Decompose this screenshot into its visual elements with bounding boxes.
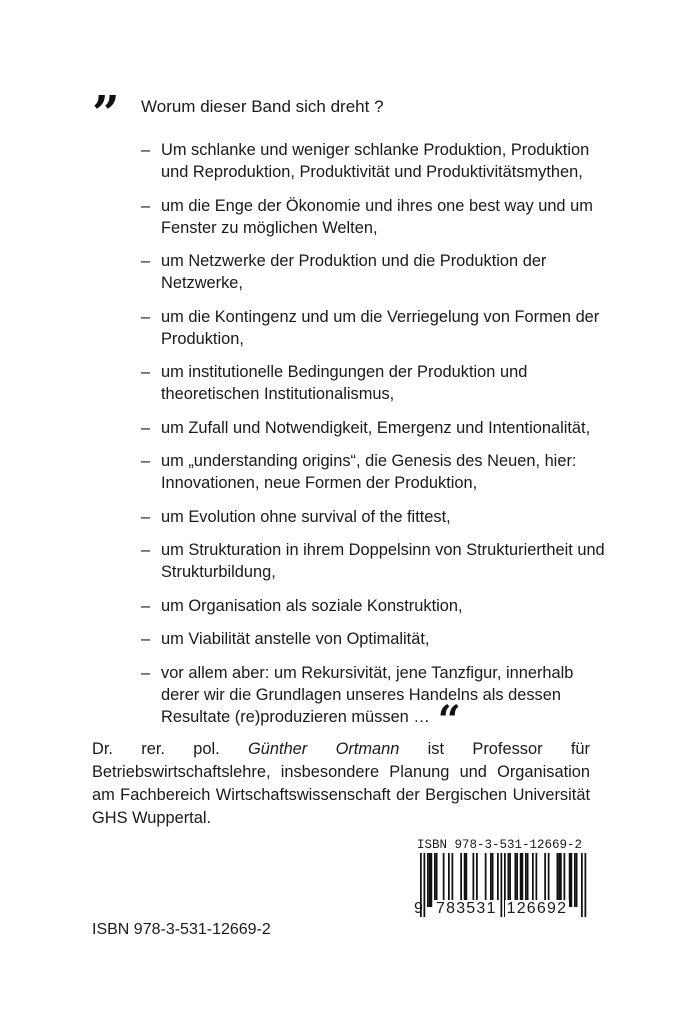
barcode-bar [522, 853, 524, 907]
barcode-bar [557, 853, 559, 907]
list-item [141, 450, 611, 494]
list-dash: – [141, 596, 151, 615]
list-item [141, 628, 611, 650]
barcode-bar [497, 853, 499, 907]
list-item [141, 306, 611, 350]
list-item-text: Um schlanke und weniger schlanke Produktion, Produktion und Reproduktion, Produktivität und Produktivitätsmythen, [161, 141, 590, 181]
barcode-bar [485, 853, 487, 907]
barcode-digits [414, 900, 594, 918]
list-item-text: um Evolution ohne survival of the fittest, [161, 507, 451, 526]
list-dash: – [141, 363, 151, 381]
barcode-first-digit: 9 [414, 900, 425, 917]
barcode-bar [516, 853, 518, 907]
author-bio [92, 738, 590, 830]
list-item-text: um Viabilität anstelle von Optimalität, [161, 630, 430, 648]
list-dash: – [141, 141, 151, 159]
list-item [141, 506, 611, 528]
list-dash: – [141, 196, 151, 215]
list-dash: – [141, 663, 151, 682]
barcode-bar [525, 853, 527, 907]
list-item-text: um Zufall und Notwendigkeit, Emergenz und Intentionalität, [161, 418, 591, 437]
barcode-bar [436, 853, 438, 907]
barcode-bar [448, 853, 450, 907]
list-item-text: um Organisation als soziale Konstruktion, [161, 596, 463, 615]
barcode-bar [527, 853, 529, 907]
list-item-text: um Strukturation in ihrem Doppelsinn von Strukturiertheit und Strukturbildung, [161, 541, 605, 581]
list-item-text: um Netzwerke der Produktion und die Produktion der Netzwerke, [161, 252, 547, 292]
barcode-bar [460, 853, 462, 907]
section-heading: Worum dieser Band sich dreht ? [141, 97, 384, 116]
barcode-bar [564, 853, 566, 907]
barcode-bar [473, 853, 475, 907]
list-item-text: um institutionelle Bedingungen der Produktion und theoretischen Institutionalismus, [161, 363, 528, 403]
list-dash: – [141, 541, 151, 559]
barcode-bar [466, 853, 468, 907]
barcode-bar [490, 853, 492, 907]
barcode-bar [509, 853, 511, 907]
barcode-bar [464, 853, 466, 907]
barcode-bar [576, 853, 578, 907]
barcode-bar [443, 853, 445, 907]
author-name: Günther Ortmann [248, 740, 400, 758]
list-item-text: vor allem aber: um Rekursivität, jene Tanzfigur, innerhalb derer wir die Grundlagen unseres Handelns als dessen Resultate (re)produzieren müssen … [161, 663, 574, 726]
bio-text: ist Professor für Betriebswirtschaftslehre, insbesondere Planung und Organisation am Fachbereich Wirtschaftswissenschaft der Bergischen Universität GHS Wuppertal. [92, 740, 590, 827]
barcode-block [414, 838, 594, 918]
list-item-text: um die Enge der Ökonomie und ihres one best way und um Fenster zu möglichen Welten, [161, 196, 593, 237]
topic-list [141, 139, 611, 744]
barcode-bar [508, 853, 510, 907]
barcode-guard-bar [581, 853, 583, 917]
list-item [141, 195, 611, 239]
list-dash: – [141, 452, 151, 470]
barcode-bar [532, 853, 534, 907]
list-dash: – [141, 630, 151, 648]
bio-prefix: Dr. rer. pol. [92, 740, 249, 758]
list-item [141, 361, 611, 405]
list-item [141, 539, 611, 583]
list-dash: – [141, 507, 151, 526]
list-item-text: um die Kontingenz und um die Verriegelung von Formen der Produktion, [161, 307, 600, 348]
barcode-bar [574, 853, 576, 907]
barcode-group-right: 126692 [506, 900, 568, 917]
barcode-bar [571, 853, 573, 907]
barcode-group-left: 783531 [436, 900, 497, 917]
barcode-bar [544, 853, 546, 907]
opening-quote-mark: ” [92, 86, 120, 142]
list-dash: – [141, 252, 151, 270]
barcode-bar [492, 853, 494, 907]
isbn-text: ISBN 978-3-531-12669-2 [92, 921, 271, 938]
barcode-bar [548, 853, 550, 907]
barcode-bar [427, 853, 429, 907]
barcode-bar [452, 853, 454, 907]
barcode-bar [536, 853, 538, 907]
closing-quote-mark: “ [437, 696, 461, 744]
list-dash: – [141, 418, 151, 437]
barcode-bar [476, 853, 478, 907]
barcode-bar [434, 853, 436, 907]
barcode-bar [431, 853, 433, 907]
list-dash: – [141, 307, 151, 326]
barcode-bar [558, 853, 560, 907]
barcode-bar [560, 853, 562, 907]
barcode-guard-bar [585, 853, 587, 917]
barcode-bar [520, 853, 522, 907]
barcode-bar [569, 853, 571, 907]
list-item-text: um „understanding origins“, die Genesis des Neuen, hier: Innovationen, neue Formen der Produktion, [161, 452, 577, 492]
barcode-bar [429, 853, 431, 907]
list-item [141, 662, 611, 744]
barcode-bar [515, 853, 517, 907]
list-item [141, 595, 611, 617]
list-item [141, 250, 611, 294]
barcode-isbn-label: ISBN 978-3-531-12669-2 [417, 838, 583, 852]
list-item [141, 417, 611, 439]
list-item [141, 139, 611, 183]
